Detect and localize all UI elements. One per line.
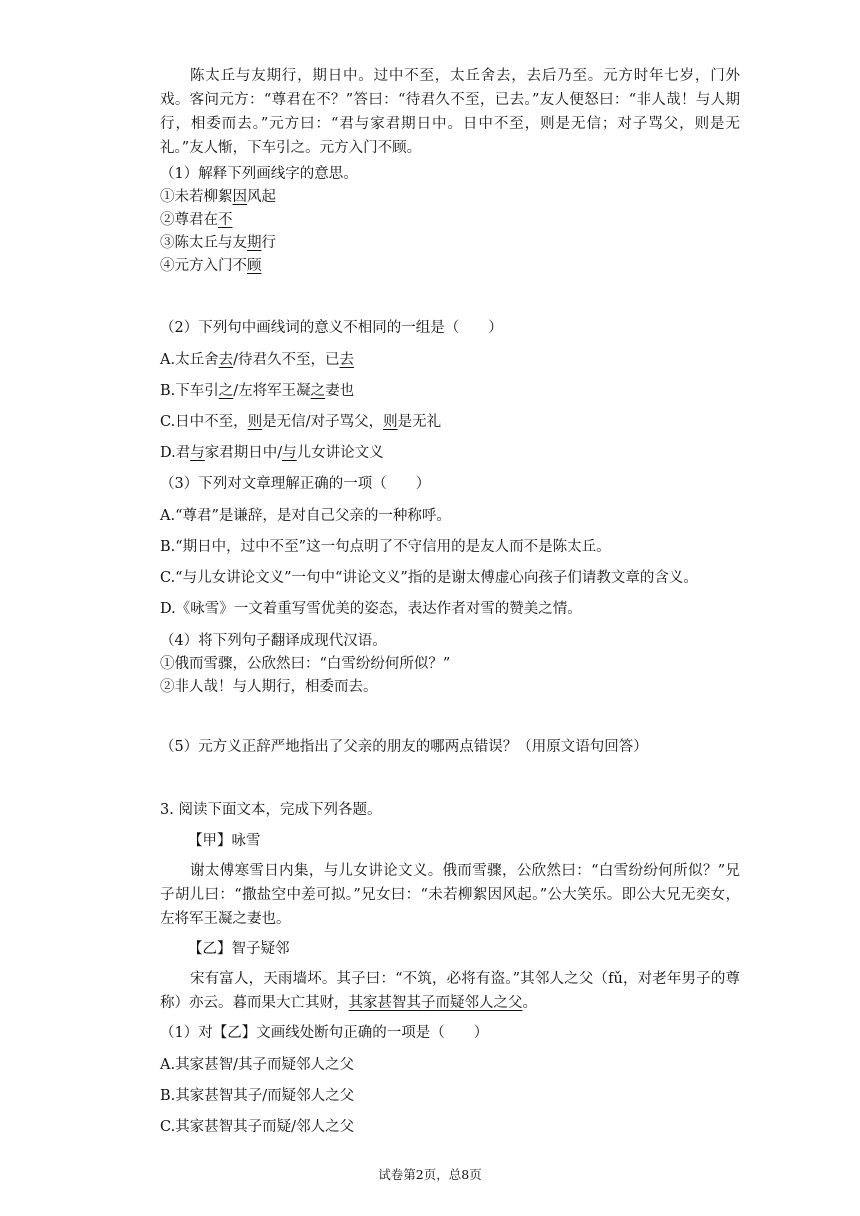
s3-q1-stem: （1）对【乙】文画线处断句正确的一项是（ ） [160,1025,489,1041]
s3-q1-option-c: C.其家甚智其子而疑/邻人之父 [160,1119,355,1135]
q3-option-c: C.“与儿女讲论文义”一句中“讲论文义”指的是谢太傅虚心向孩子们请教文章的含义。 [160,570,698,586]
q2-option-b: B.下车引之/左将军王凝之妻也 [160,383,355,399]
q2-stem: （2）下列句中画线词的意义不相同的一组是（ ） [160,320,503,336]
section3-heading: 3. 阅读下面文本，完成下列各题。 [160,802,382,818]
q1-stem: （1）解释下列画线字的意思。 [160,166,358,182]
q1-item: ③陈太丘与友期行 [160,235,276,251]
s3-q1-option-b: B.其家甚智其子/而疑邻人之父 [160,1088,355,1104]
q1-item: ①未若柳絮因风起 [160,189,276,205]
q2-option-c: C.日中不至，则是无信/对子骂父，则是无礼 [160,414,442,430]
q4-stem: （4）将下列句子翻译成现代汉语。 [160,633,387,649]
q3-stem: （3）下列对文章理解正确的一项（ ） [160,476,431,492]
q4-item: ①俄而雪骤，公欣然曰：“白雪纷纷何所似？” [160,656,451,672]
s3-q1-option-a: A.其家甚智/其子而疑邻人之父 [160,1057,354,1073]
jia-text: 谢太傅寒雪日内集，与儿女讲论文义。俄而雪骤，公欣然曰：“白雪纷纷何所似？”兄子胡儿曰：“撒盐空中差可拟。”兄女曰：“未若柳絮因风起。”公大笑乐。即公大兄无奕女，左将军王凝之妻也。 [160,863,740,927]
yi-text: 宋有富人，天雨墙坏。其子曰：“不筑，必将有盗。”其邻人之父（fǔ，对老年男子的尊称）亦云。暮而果大亡其财，其家甚智其子而疑邻人之父。 [160,971,740,1011]
q3-option-d: D.《咏雪》一文着重写雪优美的姿态，表达作者对雪的赞美之情。 [160,601,582,617]
passage-chen: 陈太丘与友期行，期日中。过中不至，太丘舍去，去后乃至。元方时年七岁，门外戏。客问元方：“尊君在不？”答曰：“待君久不至，已去。”友人便怒曰：“非人哉！与人期行，相委而去。”元方曰：“君与家君期日中。日中不至，则是无信；对子骂父，则是无礼。”友人惭，下车引之。元方入门不顾。 [160,68,740,156]
yi-title: 【乙】智子疑邻 [188,941,290,957]
q4-item: ②非人哉！与人期行，相委而去。 [160,679,378,695]
page-footer: 试卷第2页，总8页 [378,1167,482,1182]
q2-option-a: A.太丘舍去/待君久不至，已去 [160,352,354,368]
q5-stem: （5）元方义正辞严地指出了父亲的朋友的哪两点错误？（用原文语句回答） [160,739,648,755]
q1-item: ④元方入门不顾 [160,258,262,274]
jia-title: 【甲】咏雪 [188,833,261,849]
q2-option-d: D.君与家君期日中/与儿女讲论文义 [160,445,384,461]
q3-option-b: B.“期日中，过中不至”这一句点明了不守信用的是友人而不是陈太丘。 [160,539,611,555]
q3-option-a: A.“尊君”是谦辞，是对自己父亲的一种称呼。 [160,508,451,524]
q1-item: ②尊君在不 [160,212,233,228]
